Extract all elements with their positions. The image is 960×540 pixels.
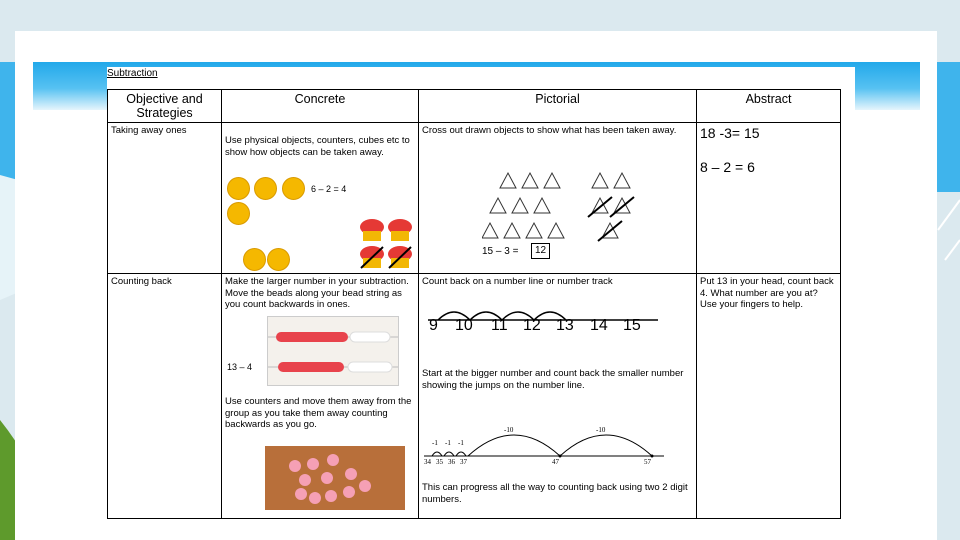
abstract-line-1: 18 -3= 15 <box>700 125 760 141</box>
abstract-cell-taking-away <box>697 123 841 274</box>
cupcake-icon <box>387 218 413 242</box>
header-abstract: Abstract <box>697 90 841 123</box>
crossed-cupcake-icon <box>359 245 385 269</box>
pictorial-cell-taking-away <box>419 123 697 274</box>
strategy-counting-back: Counting back <box>108 274 222 519</box>
counter-icon <box>227 177 250 200</box>
abstract-text: Put 13 in your head, count back 4. What number are you at? Use your fingers to help. <box>700 276 834 310</box>
jump-tick: 47 <box>552 458 559 466</box>
abstract-line-2: 8 – 2 = 6 <box>700 159 755 175</box>
pictorial-text-2: Start at the bigger number and count back the smaller number showing the jumps on the number line. <box>422 368 684 391</box>
jump-tick: 34 <box>424 458 431 466</box>
pictorial-text-1: Count back on a number line or number track <box>422 276 613 287</box>
number-line-tick: 12 <box>523 317 541 334</box>
concrete-text-2: Use counters and move them away from the group as you take them away counting backwards as you go. <box>225 396 412 430</box>
table-row <box>108 274 841 519</box>
number-line-tick: 10 <box>455 317 473 334</box>
section-title: Subtraction <box>107 68 158 79</box>
number-line-tick: 13 <box>556 317 574 334</box>
big-jump-label: -10 <box>504 426 514 434</box>
jump-tick: 36 <box>448 458 455 466</box>
pictorial-cell-counting-back <box>419 274 697 519</box>
concrete-cell-taking-away <box>222 123 419 274</box>
triangle-drawing <box>482 163 642 243</box>
cupcake-icon <box>359 218 385 242</box>
counters-photo <box>265 446 405 510</box>
jump-tick: 35 <box>436 458 443 466</box>
jump-tick: 37 <box>460 458 467 466</box>
calculation-table <box>107 89 841 519</box>
small-jump-label: -1 <box>458 439 464 447</box>
big-jump-label: -10 <box>596 426 606 434</box>
crossed-cupcake-icon <box>387 245 413 269</box>
abstract-cell-counting-back <box>697 274 841 519</box>
small-jump-label: -1 <box>445 439 451 447</box>
number-line-tick: 15 <box>623 317 641 334</box>
bead-label: 13 – 4 <box>227 362 253 372</box>
header-concrete: Concrete <box>222 90 419 123</box>
counter-icon <box>243 248 266 271</box>
concrete-cell-counting-back <box>222 274 419 519</box>
counter-icon <box>282 177 305 200</box>
table-row <box>108 123 841 274</box>
jump-labels <box>422 422 672 464</box>
pictorial-text: Cross out drawn objects to show what has been taken away. <box>422 125 677 136</box>
header-pictorial: Pictorial <box>419 90 697 123</box>
pictorial-equation: 15 – 3 = <box>482 246 519 257</box>
header-objective: Objective and Strategies <box>108 90 222 123</box>
small-jump-label: -1 <box>432 439 438 447</box>
jump-tick: 57 <box>644 458 651 466</box>
concrete-text: Use physical objects, counters, cubes etc to show how objects can be taken away. <box>225 135 410 158</box>
counter-icon <box>254 177 277 200</box>
counter-icon <box>227 202 250 225</box>
bead-string-photo <box>267 316 399 386</box>
concrete-text-1: Make the larger number in your subtraction. Move the beads along your bead string as you count backwards in ones. <box>225 276 409 310</box>
concrete-equation: 6 – 2 = 4 <box>311 184 347 194</box>
number-line-tick: 14 <box>590 317 608 334</box>
strategy-taking-away: Taking away ones <box>108 123 222 274</box>
number-line-tick: 9 <box>429 317 438 334</box>
pictorial-text-3: This can progress all the way to counting back using two 2 digit numbers. <box>422 482 688 505</box>
header-row <box>108 90 841 123</box>
pictorial-answer-box: 12 <box>531 243 550 259</box>
counter-icon <box>267 248 290 271</box>
number-line-tick: 11 <box>491 317 508 334</box>
